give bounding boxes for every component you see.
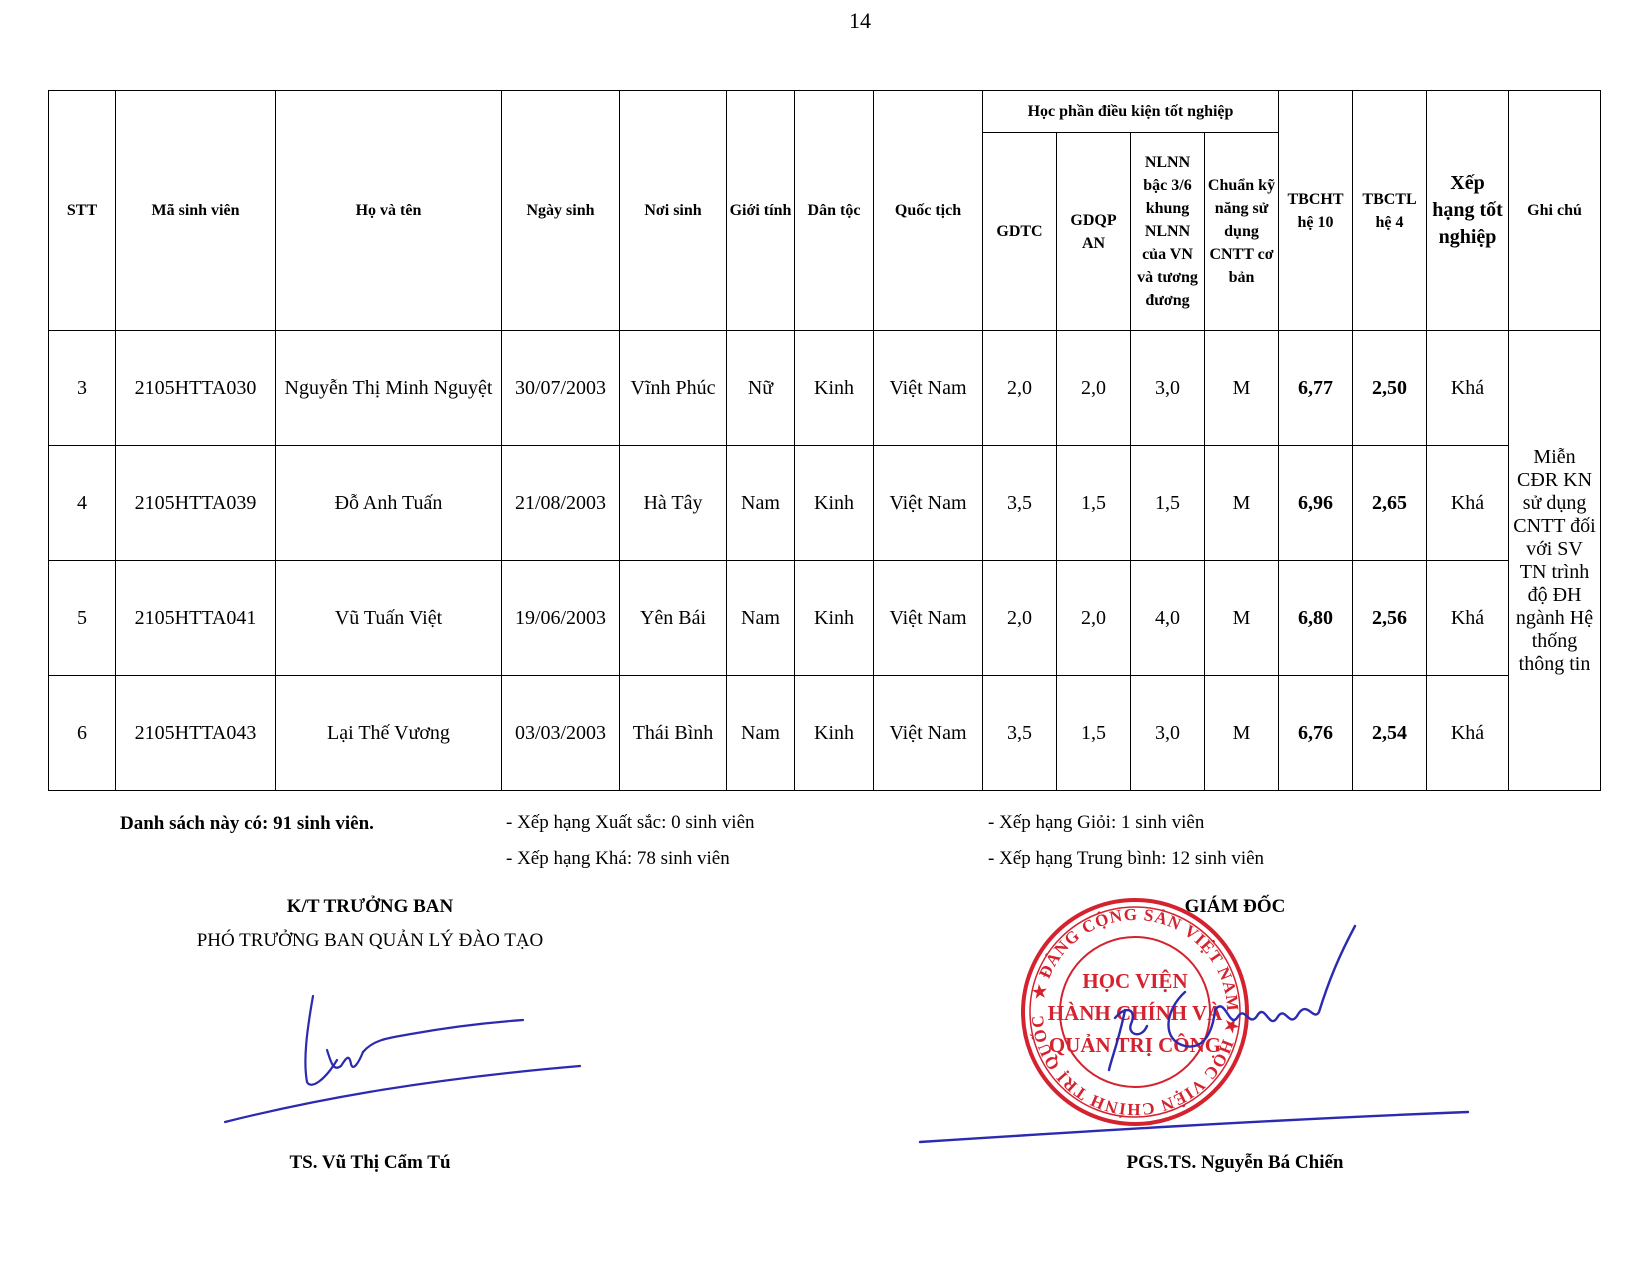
header-gdqp: GDQP AN [1057,133,1131,331]
cell-gender: Nữ [727,331,795,446]
cell-gdtc: 2,0 [983,561,1057,676]
header-gender: Giới tính [727,91,795,331]
cell-student-id: 2105HTTA041 [116,561,276,676]
cell-dob: 30/07/2003 [502,331,620,446]
left-signature [215,990,595,1130]
table-row [49,446,1601,561]
right-signer-title: GIÁM ĐỐC [1184,896,1286,917]
cell-rank: Khá [1427,331,1509,446]
cell-dob: 03/03/2003 [502,676,620,791]
cell-ethnicity: Kinh [795,561,874,676]
cell-tbctl: 2,65 [1353,446,1427,561]
seal-line-1: HỌC VIỆN [1082,969,1188,993]
cell-gender: Nam [727,446,795,561]
header-rank: Xếp hạng tốt nghiệp [1427,91,1509,331]
cell-tbctl: 2,56 [1353,561,1427,676]
table-row [49,676,1601,791]
cell-name: Nguyễn Thị Minh Nguyệt [276,331,502,446]
cell-gdqp: 1,5 [1057,676,1131,791]
summary-excellent: - Xếp hạng Xuất sắc: 0 sinh viên [506,812,755,833]
cell-rank: Khá [1427,676,1509,791]
cell-cntt: M [1205,676,1279,791]
header-cntt: Chuẩn kỹ năng sử dụng CNTT cơ bản [1205,133,1279,331]
cell-birthplace: Thái Bình [620,676,727,791]
cell-cntt: M [1205,561,1279,676]
right-signer-name: PGS.TS. Nguyễn Bá Chiến [1126,1152,1344,1173]
cell-dob: 19/06/2003 [502,561,620,676]
cell-nationality: Việt Nam [874,446,983,561]
cell-ethnicity: Kinh [795,331,874,446]
header-gdtc: GDTC [983,133,1057,331]
summary-average: - Xếp hạng Trung bình: 12 sinh viên [988,848,1265,869]
cell-nlnn: 4,0 [1131,561,1205,676]
cell-student-id: 2105HTTA030 [116,331,276,446]
seal-outer-text: ★ ĐẢNG CỘNG SẢN VIỆT NAM ★ HỌC VIỆN CHÍNH TRỊ QUỐC GIA HỒ CHÍ MINH [1006,885,1243,1120]
cell-nlnn: 3,0 [1131,331,1205,446]
cell-birthplace: Yên Bái [620,561,727,676]
cell-gdqp: 1,5 [1057,446,1131,561]
table-row [49,561,1601,676]
seal-stamp [1006,885,1475,1140]
cell-tbcht: 6,80 [1279,561,1353,676]
page-number: 14 [849,8,871,33]
cell-rank: Khá [1427,561,1509,676]
cell-name: Vũ Tuấn Việt [276,561,502,676]
table-row [49,331,1601,446]
cell-rank: Khá [1427,446,1509,561]
cell-tbctl: 2,54 [1353,676,1427,791]
cell-note: Miễn CĐR KN sử dụng CNTT đối với SV TN trình độ ĐH ngành Hệ thống thông tin [1509,331,1601,791]
cell-birthplace: Hà Tây [620,446,727,561]
cell-gdtc: 2,0 [983,331,1057,446]
cell-name: Lại Thế Vương [276,676,502,791]
header-birthplace: Nơi sinh [620,91,727,331]
cell-nationality: Việt Nam [874,676,983,791]
cell-nlnn: 3,0 [1131,676,1205,791]
summary-total: Danh sách này có: 91 sinh viên. [120,813,374,834]
cell-gdtc: 3,5 [983,676,1057,791]
seal-line-3: QUẢN TRỊ CÔNG [1048,1033,1222,1057]
cell-student-id: 2105HTTA039 [116,446,276,561]
cell-nlnn: 1,5 [1131,446,1205,561]
cell-gdqp: 2,0 [1057,561,1131,676]
header-full-name: Họ và tên [276,91,502,331]
header-condition-group: Học phần điều kiện tốt nghiệp [983,91,1279,133]
header-tbctl: TBCTL hệ 4 [1353,91,1427,331]
cell-tbctl: 2,50 [1353,331,1427,446]
cell-gender: Nam [727,561,795,676]
summary-good: - Xếp hạng Khá: 78 sinh viên [506,848,730,869]
cell-gender: Nam [727,676,795,791]
cell-dob: 21/08/2003 [502,446,620,561]
cell-tbcht: 6,77 [1279,331,1353,446]
left-signer-name: TS. Vũ Thị Cẩm Tú [289,1152,451,1173]
cell-cntt: M [1205,331,1279,446]
header-ethnicity: Dân tộc [795,91,874,331]
cell-nationality: Việt Nam [874,561,983,676]
cell-cntt: M [1205,446,1279,561]
seal-line-2: HÀNH CHÍNH VÀ [1047,1001,1223,1025]
cell-ethnicity: Kinh [795,446,874,561]
header-dob: Ngày sinh [502,91,620,331]
cell-ethnicity: Kinh [795,676,874,791]
cell-birthplace: Vĩnh Phúc [620,331,727,446]
header-student-id: Mã sinh viên [116,91,276,331]
graduation-table [48,90,1601,791]
cell-nationality: Việt Nam [874,331,983,446]
header-nlnn: NLNN bậc 3/6 khung NLNN của VN và tương đương [1131,133,1205,331]
cell-gdqp: 2,0 [1057,331,1131,446]
summary-very-good: - Xếp hạng Giỏi: 1 sinh viên [988,812,1205,833]
cell-name: Đỗ Anh Tuấn [276,446,502,561]
left-signer-subtitle: PHÓ TRƯỞNG BAN QUẢN LÝ ĐÀO TẠO [196,930,544,951]
left-signer-title: K/T TRƯỞNG BAN [286,896,454,917]
cell-tbcht: 6,76 [1279,676,1353,791]
cell-student-id: 2105HTTA043 [116,676,276,791]
header-note: Ghi chú [1509,91,1601,331]
cell-gdtc: 3,5 [983,446,1057,561]
header-tbcht: TBCHT hệ 10 [1279,91,1353,331]
cell-stt: 6 [49,676,116,791]
cell-stt: 4 [49,446,116,561]
header-nationality: Quốc tịch [874,91,983,331]
cell-tbcht: 6,96 [1279,446,1353,561]
cell-stt: 3 [49,331,116,446]
cell-stt: 5 [49,561,116,676]
header-stt: STT [49,91,116,331]
